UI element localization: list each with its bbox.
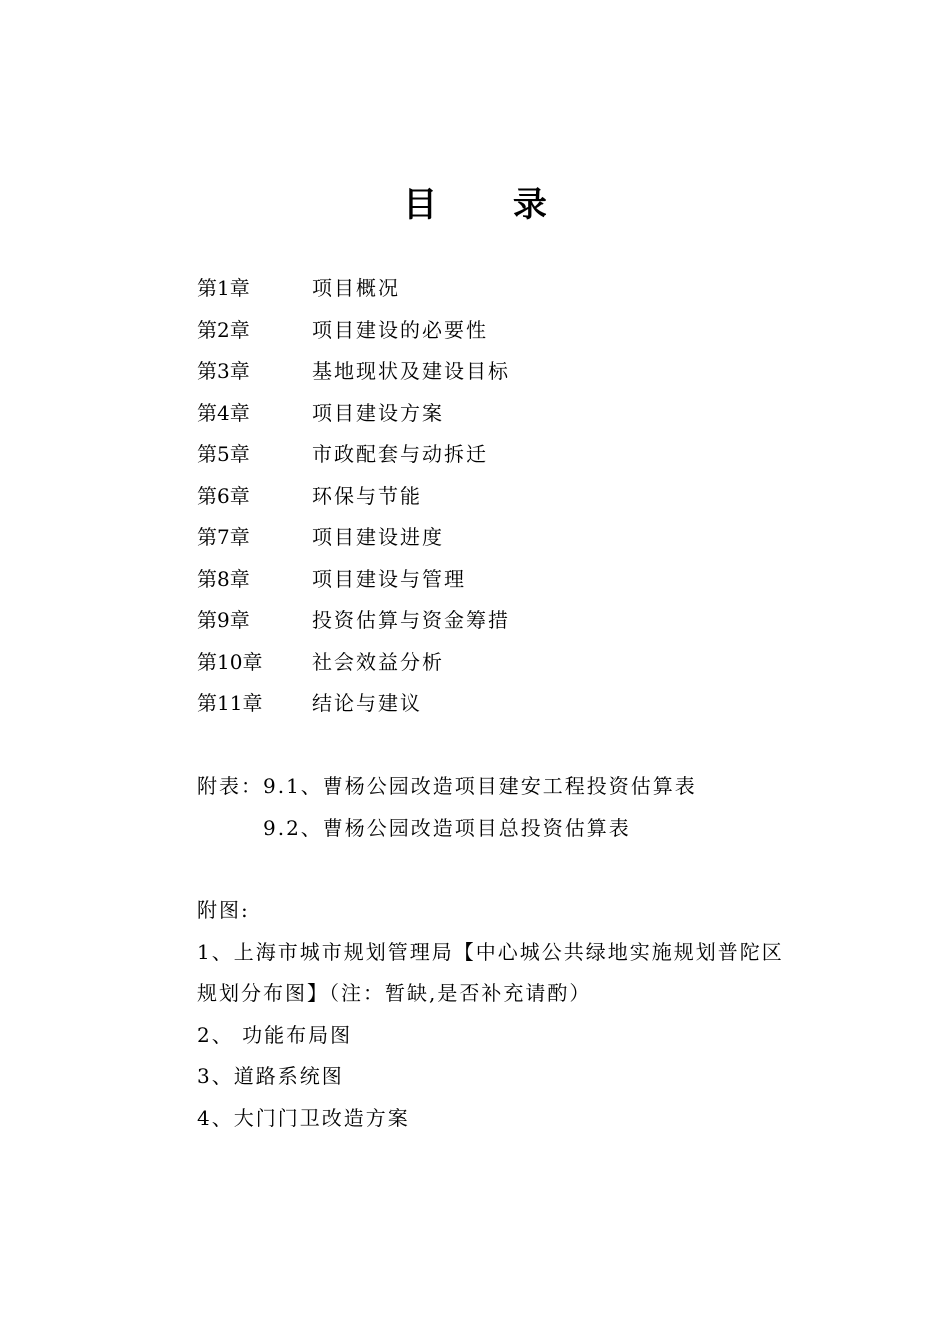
appendix-tables bbox=[197, 766, 697, 849]
toc-entry bbox=[197, 644, 817, 686]
figure-item-1: 1、上海市城市规划管理局【中心城公共绿地实施规划普陀区 bbox=[197, 939, 784, 964]
chapter-number: 第8章 bbox=[197, 566, 250, 591]
toc-entry bbox=[197, 602, 817, 644]
toc-entry bbox=[197, 395, 817, 437]
chapter-title: 环保与节能 bbox=[312, 483, 422, 508]
appendix-table-2: 9.2、曹杨公园改造项目总投资估算表 bbox=[263, 815, 631, 840]
chapter-title: 项目建设方案 bbox=[312, 400, 444, 425]
chapter-number: 第1章 bbox=[197, 276, 250, 300]
chapter-title: 项目建设与管理 bbox=[312, 566, 466, 591]
toc-entry bbox=[197, 519, 817, 561]
figure-item-4: 4、大门门卫改造方案 bbox=[197, 1105, 410, 1130]
chapter-number: 第6章 bbox=[197, 483, 250, 508]
chapter-title: 社会效益分析 bbox=[312, 649, 444, 674]
chapter-title: 项目建设进度 bbox=[312, 525, 444, 549]
toc-entry bbox=[197, 478, 817, 520]
toc-entry bbox=[197, 685, 817, 727]
appendix-table-1: 附表：9.1、曹杨公园改造项目建安工程投资估算表 bbox=[197, 774, 697, 798]
page-title: 目 录 bbox=[403, 185, 579, 225]
chapter-number: 第7章 bbox=[197, 525, 250, 549]
toc-entry bbox=[197, 561, 817, 603]
figures-heading: 附图: bbox=[197, 898, 250, 922]
chapter-number: 第2章 bbox=[197, 317, 250, 342]
chapter-title: 结论与建议 bbox=[312, 691, 422, 715]
figure-item-3: 3、道路系统图 bbox=[197, 1064, 344, 1088]
figure-item-1-continued: 规划分布图】（注：暂缺,是否补充请酌） bbox=[197, 981, 592, 1005]
appendix-figures bbox=[197, 890, 817, 1139]
chapter-title: 基地现状及建设目标 bbox=[312, 359, 510, 383]
figure-item-2: 2、 功能布局图 bbox=[197, 1022, 353, 1047]
chapter-number: 第5章 bbox=[197, 442, 250, 466]
toc-entry bbox=[197, 436, 817, 478]
chapter-number: 第4章 bbox=[197, 400, 250, 425]
chapter-title: 项目概况 bbox=[312, 276, 400, 300]
toc-entry bbox=[197, 353, 817, 395]
chapter-title: 市政配套与动拆迁 bbox=[312, 442, 488, 466]
chapter-title: 项目建设的必要性 bbox=[312, 317, 488, 342]
chapter-title: 投资估算与资金筹措 bbox=[312, 608, 510, 632]
chapter-number: 第10章 bbox=[197, 649, 263, 674]
toc-entry bbox=[197, 312, 817, 354]
table-of-contents bbox=[197, 270, 817, 727]
chapter-number: 第3章 bbox=[197, 359, 250, 383]
chapter-number: 第11章 bbox=[197, 691, 263, 715]
toc-entry bbox=[197, 270, 817, 312]
chapter-number: 第9章 bbox=[197, 608, 250, 632]
